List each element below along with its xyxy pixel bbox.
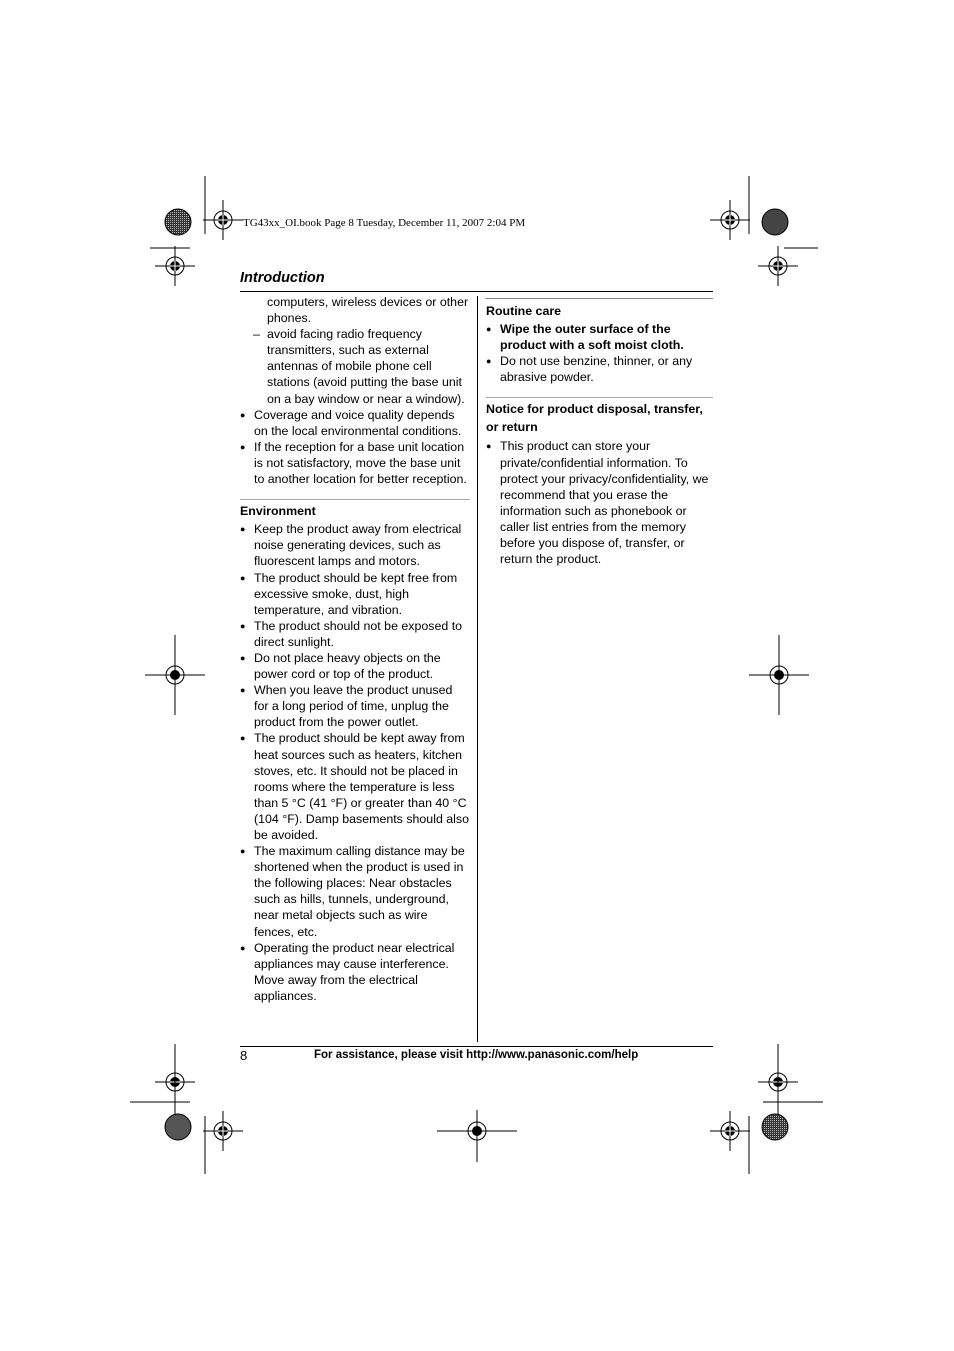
crop-mark-icon	[130, 1044, 270, 1179]
list-item	[240, 730, 470, 843]
section-divider	[485, 298, 713, 299]
list-item-text: Keep the product away from electrical noise generating devices, such as fluorescent lamps and motors.	[254, 522, 462, 569]
crop-mark-icon	[688, 1044, 823, 1179]
list-item-text: The product should be kept away from heat sources such as heaters, kitchen stoves, etc. It should not be placed in rooms where the temperature is less than 5 °C (41 °F) or greater than 40 °C (104 °F). Damp basements should also be avoided.	[254, 731, 470, 842]
bullet-icon: ●	[486, 441, 492, 452]
bullet-icon: ●	[240, 652, 246, 663]
bullet-list	[240, 407, 470, 487]
section-heading-routine-care: Routine care	[486, 304, 562, 318]
bullet-icon: ●	[240, 441, 246, 452]
bullet-icon: ●	[240, 846, 246, 857]
list-item	[240, 940, 470, 1004]
crop-mark-icon	[749, 635, 809, 715]
section-title: Introduction	[240, 270, 325, 286]
routine-care-list	[486, 321, 713, 385]
list-item-text: Coverage and voice quality depends on the local environmental conditions.	[254, 407, 462, 438]
bullet-icon: ●	[240, 733, 246, 744]
dash-item-text: avoid facing radio frequency transmitters, such as external antennas of mobile phone cell stations (avoid putting the base unit on a bay window or near a window).	[267, 327, 465, 406]
section-heading-environment: Environment	[240, 504, 316, 519]
list-item	[240, 618, 470, 650]
list-item-text: The maximum calling distance may be shortened when the product is used in the following places: Near obstacles such as hills, tunnels, underground, near metal objects such as wire fences, etc.	[254, 844, 465, 939]
footer-rule	[240, 1046, 713, 1047]
continued-text: computers, wireless devices or other phones.	[267, 295, 469, 326]
print-header: TG43xx_OI.book Page 8 Tuesday, December 11, 2007 2:04 PM	[243, 217, 526, 229]
right-column	[486, 298, 713, 567]
page-number: 8	[240, 1048, 248, 1063]
list-item	[240, 521, 470, 569]
column-divider	[477, 296, 478, 1042]
bullet-icon: ●	[486, 356, 492, 367]
bullet-icon: ●	[240, 620, 246, 631]
list-item	[240, 407, 470, 439]
list-item-text: This product can store your private/confidential information. To protect your privacy/confidentiality, we recommend that you erase the information such as phonebook or caller list entries from the memory before you dispose of, transfer, or return the product.	[500, 439, 709, 567]
list-item-text: When you leave the product unused for a long period of time, unplug the product from the power outlet.	[254, 683, 453, 730]
bullet-icon: ●	[486, 324, 492, 335]
bullet-icon: ●	[240, 572, 246, 583]
bullet-icon: ●	[240, 685, 246, 696]
section-divider	[240, 499, 470, 500]
list-item	[240, 682, 470, 730]
section-divider	[486, 397, 713, 398]
list-item	[240, 843, 470, 940]
list-item	[486, 321, 713, 353]
dash-item	[240, 326, 470, 406]
list-item	[240, 570, 470, 618]
bullet-icon: ●	[240, 524, 246, 535]
list-item	[240, 439, 470, 487]
list-item	[486, 438, 713, 567]
notice-list	[486, 438, 713, 567]
list-item-text: The product should be kept free from excessive smoke, dust, high temperature, and vibration.	[254, 570, 458, 617]
left-column	[240, 294, 470, 1004]
list-item-text: Do not place heavy objects on the power cord or top of the product.	[254, 650, 441, 682]
list-item	[240, 650, 470, 682]
crop-mark-icon	[145, 635, 205, 715]
list-item-text: If the reception for a base unit location is not satisfactory, move the base unit to another location for better reception.	[254, 439, 467, 487]
footer-help-text: For assistance, please visit http://www.panasonic.com/help	[314, 1049, 639, 1061]
list-item-text: Operating the product near electrical appliances may cause interference. Move away from the electrical appliances.	[254, 940, 455, 1003]
bullet-icon: ●	[240, 409, 246, 420]
section-heading-notice: Notice for product disposal, transfer, or return	[486, 402, 703, 435]
environment-list	[240, 521, 470, 1004]
dash-marker: –	[253, 327, 260, 342]
list-item	[486, 353, 713, 385]
bullet-icon: ●	[240, 942, 246, 953]
list-item-text: Do not use benzine, thinner, or any abrasive powder.	[500, 354, 693, 385]
crop-mark-icon	[437, 1110, 517, 1162]
title-rule	[240, 291, 713, 292]
list-item-text: Wipe the outer surface of the product with a soft moist cloth.	[500, 322, 684, 353]
list-item-text: The product should not be exposed to direct sunlight.	[254, 618, 463, 649]
